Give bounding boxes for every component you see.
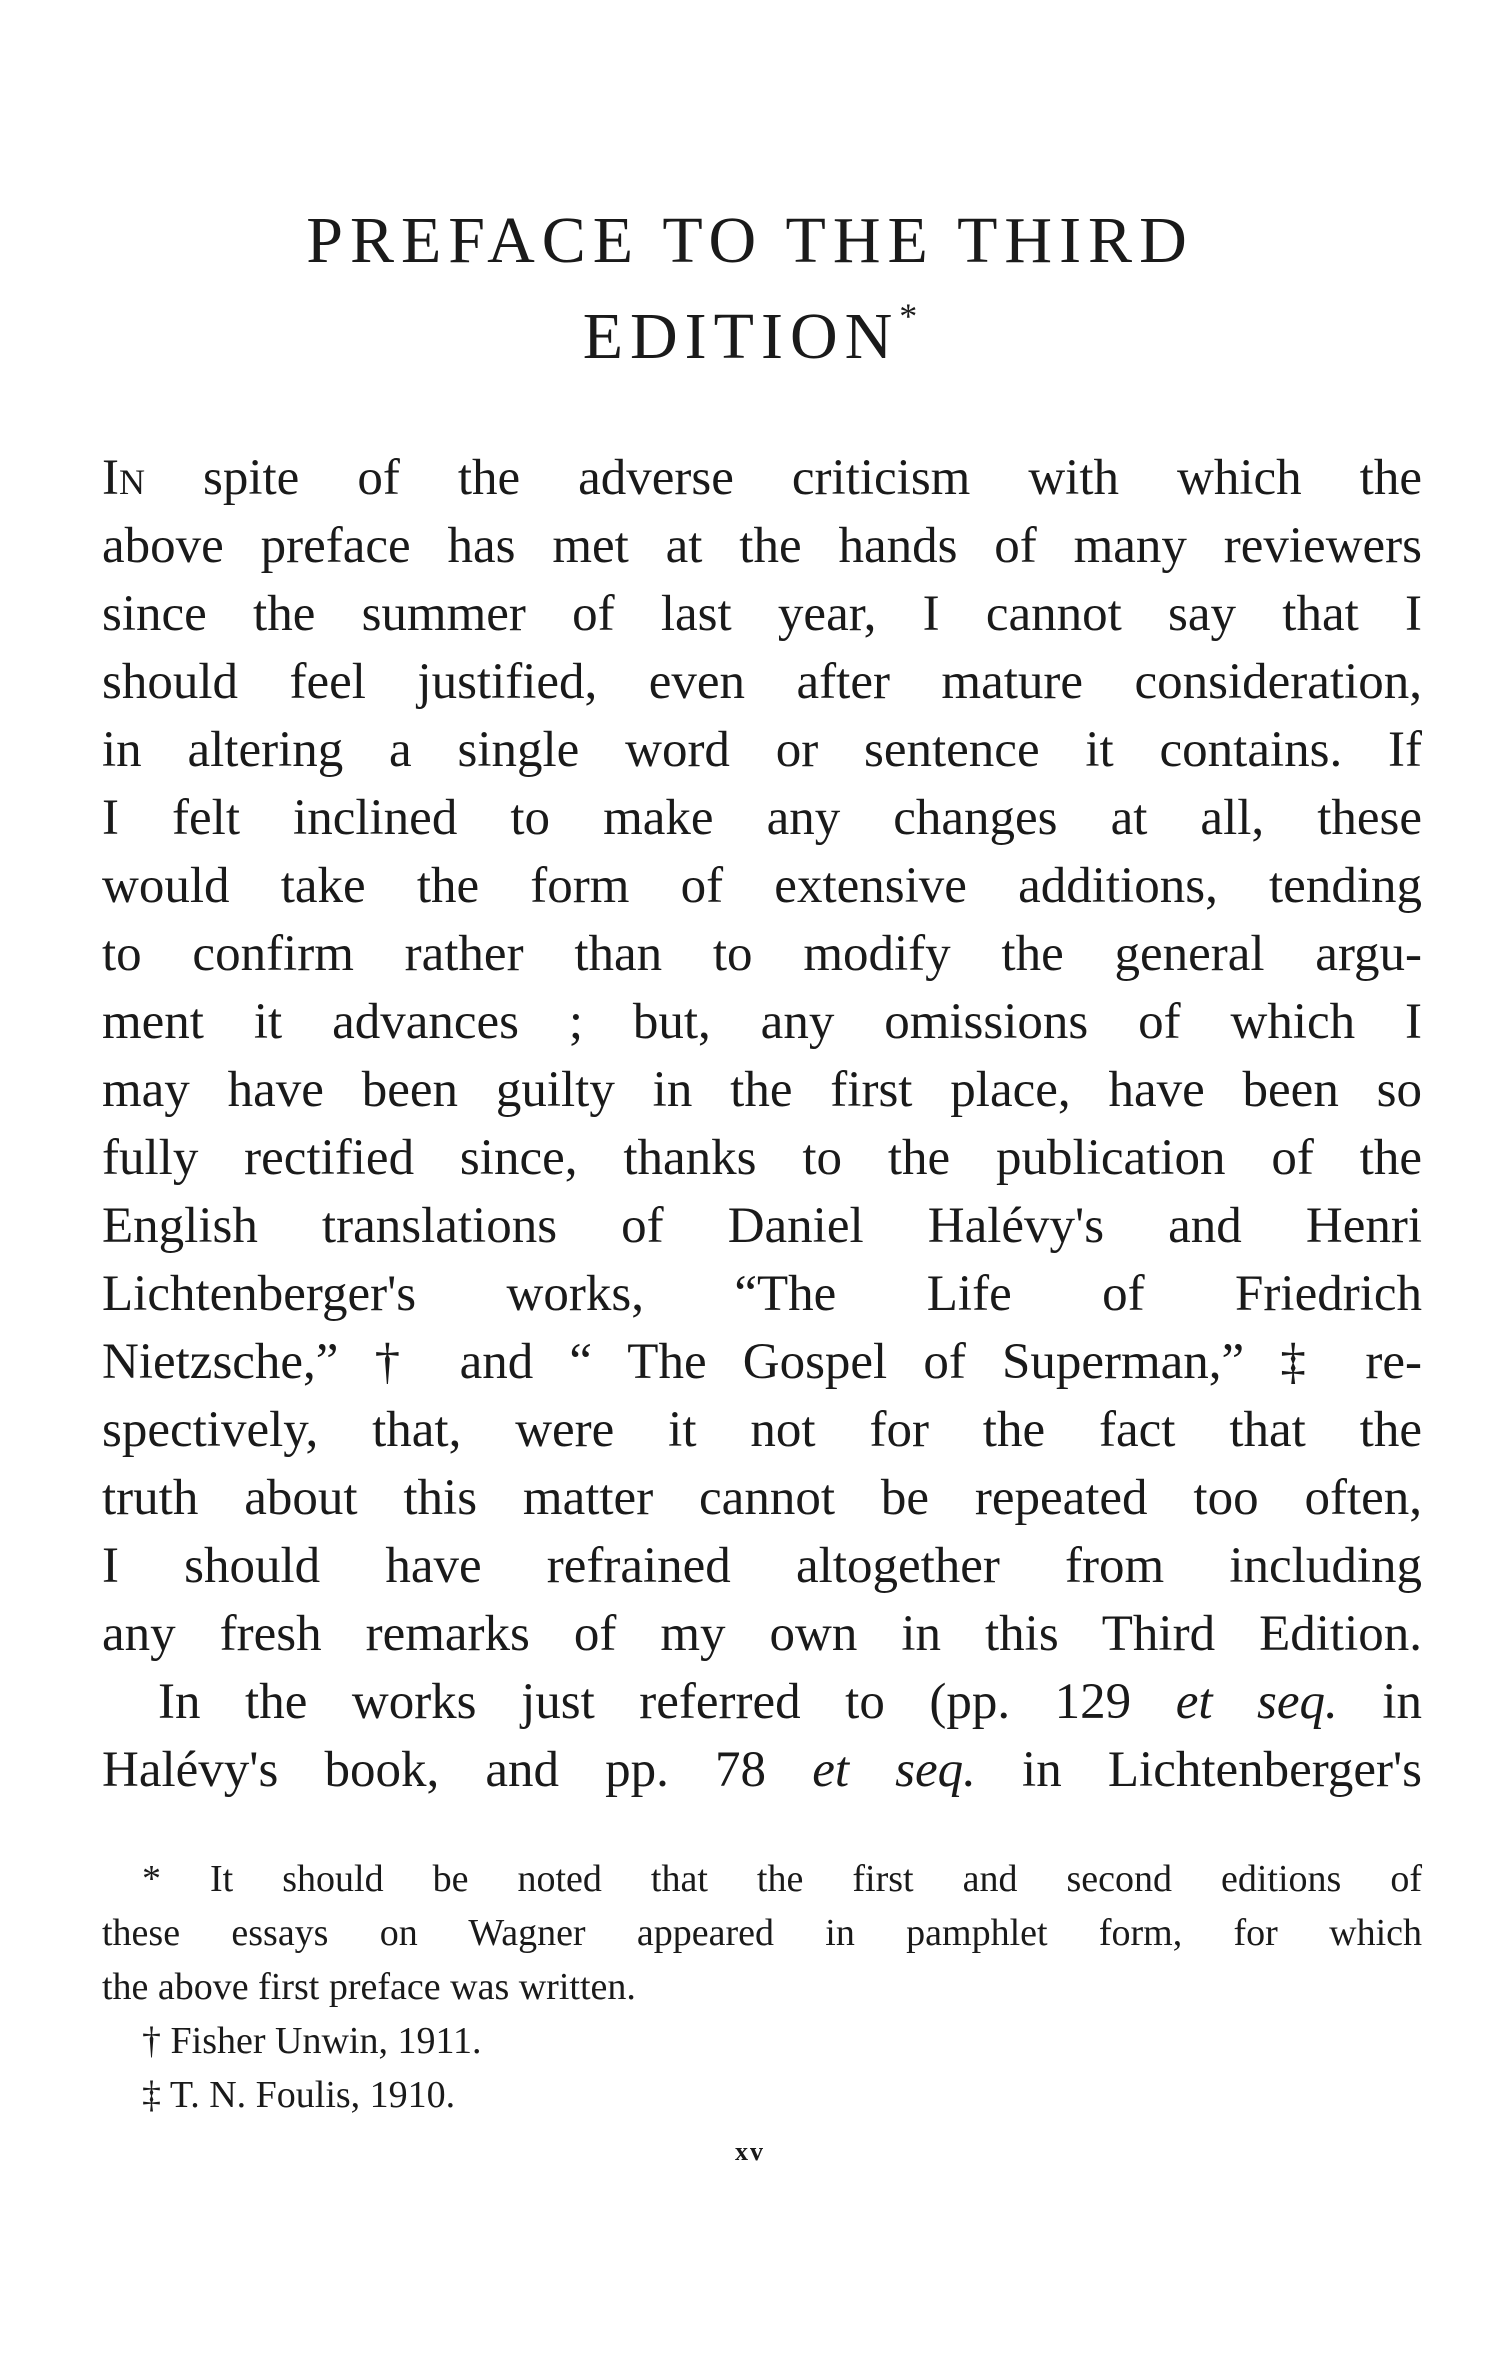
text-line: Lichtenberger's works, “The Life of Friedrich [102,1266,1422,1322]
text-line [102,444,1422,512]
text-line: English translations of Daniel Halévy's and Henri [102,1198,1422,1254]
text-line: fully rectified since, thanks to the publication of the [102,1130,1422,1186]
italic-text: et seq. [812,1742,976,1798]
text-line: spectively, that, were it not for the fact that the [102,1402,1422,1458]
line-text: spite of the adverse criticism with which the [144,450,1422,506]
footnote-line: † Fisher Unwin, 1911. [142,2020,482,2062]
text-line: I should have refrained altogether from including [102,1538,1422,1594]
drop-word: In [102,450,145,506]
text-line [102,1736,1422,1804]
line-text: In the works just referred to (pp. 129 [158,1674,1176,1730]
text-line: would take the form of extensive additions, tending [102,858,1422,914]
page-title-line-2 [100,296,1400,373]
text-line: above preface has met at the hands of many reviewers [102,518,1422,574]
page-number: xv [735,2137,765,2166]
text-line: should feel justified, even after mature consideration, [102,654,1422,710]
title-text-2: EDITION [582,300,900,373]
italic-text: et seq. [1175,1674,1338,1730]
line-text: in Lichtenberger's [975,1742,1422,1798]
line-text: Halévy's book, and pp. 78 [102,1742,813,1798]
text-line: I felt inclined to make any changes at all, these [102,790,1422,846]
footnote-line: these essays on Wagner appeared in pamphlet form, for which [102,1912,1422,1954]
text-line: ment it advances ; but, any omissions of which I [102,994,1422,1050]
line-text: in [1337,1674,1422,1730]
text-line: in altering a single word or sentence it contains. If [102,722,1422,778]
text-line: truth about this matter cannot be repeated too often, [102,1470,1422,1526]
footnote-line: * It should be noted that the first and second editions of [142,1858,1422,1900]
page-title-line-1 [100,204,1400,277]
text-line: to confirm rather than to modify the general argu- [102,926,1422,982]
footnote-line: the above first preface was written. [102,1966,636,2008]
text-line: may have been guilty in the first place, have been so [102,1062,1422,1118]
text-line [102,1668,1422,1736]
body-text [102,444,1422,1804]
footnote-line: ‡ T. N. Foulis, 1910. [142,2074,456,2116]
text-line: since the summer of last year, I cannot say that I [102,586,1422,642]
title-footnote-marker: * [899,296,918,336]
text-line: Nietzsche,” † and “ The Gospel of Superman,” ‡ re- [102,1334,1422,1390]
footnotes [102,1852,1422,2122]
title-text-1: PREFACE TO THE THIRD [306,204,1194,277]
text-line: any fresh remarks of my own in this Third Edition. [102,1606,1422,1662]
